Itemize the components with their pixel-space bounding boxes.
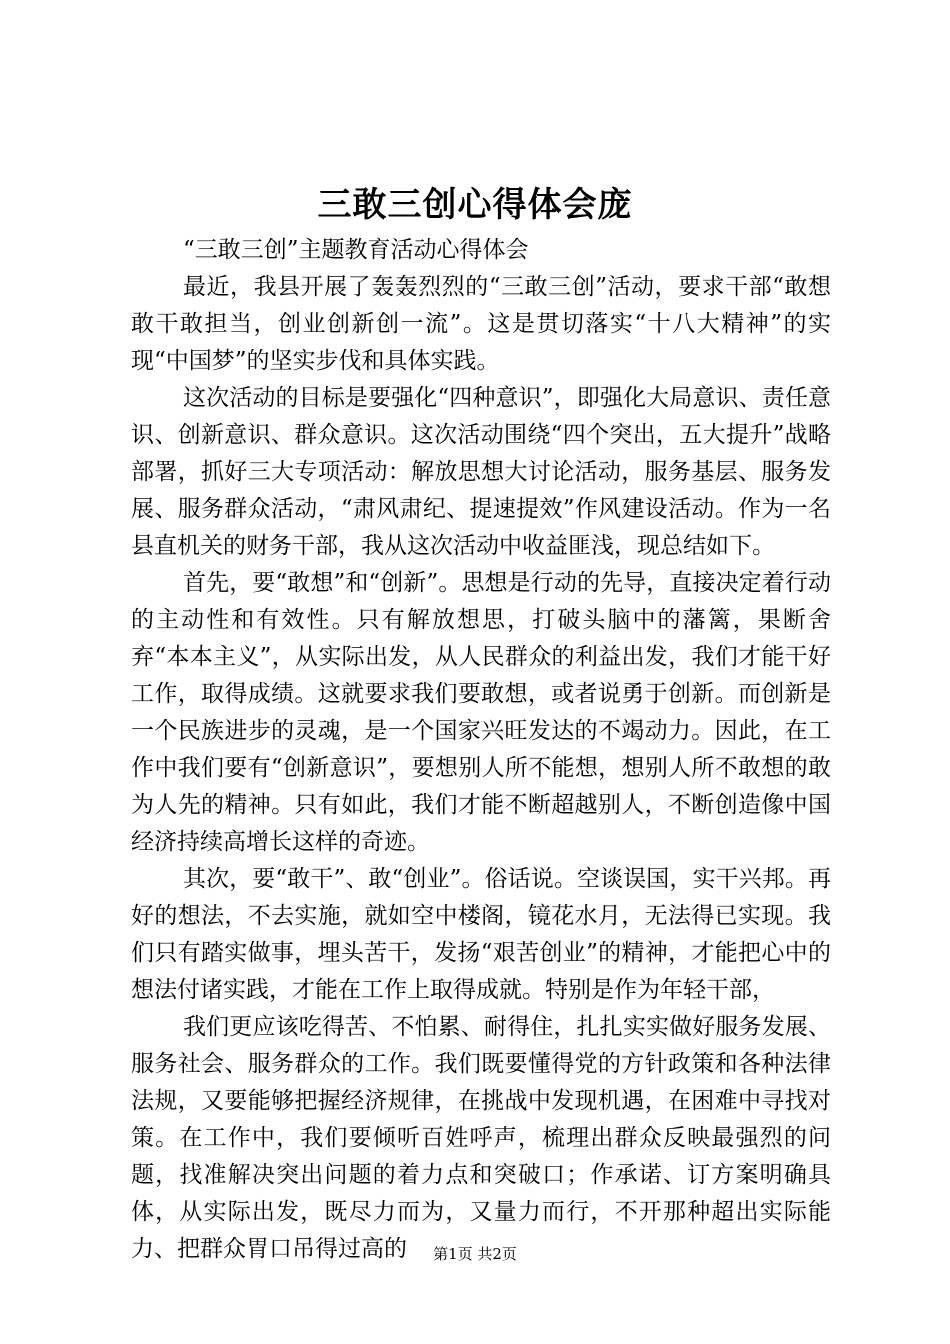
document-title: 三敢三创心得体会庞 xyxy=(317,185,633,225)
paragraph-first-point: 首先，要“敢想”和“创新”。思想是行动的先导，直接决定着行动的主动性和有效性。只有解放想思，打破头脑中的藩篱，果断舍弃“本本主义”，从实际出发，从人民群众的利益出发，我们才能干好工作，取得成绩。这就要求我们要敢想，或者说勇于创新。而创新是一个民族进步的灵魂，是一个国家兴旺发达的不竭动力。因此，在工作中我们要有“创新意识”，要想别人所不能想，想别人所不敢想的敢为人先的精神。只有如此，我们才能不断超越别人，不断创造像中国经济持续高增长这样的奇迹。 xyxy=(131,570,831,855)
document-body xyxy=(131,232,831,1268)
page-number-footer: 第1页 共2页 xyxy=(433,1245,517,1263)
paragraph-goal: 这次活动的目标是要强化“四种意识”，即强化大局意识、责任意识、创新意识、群众意识。这次活动围绕“四个突出，五大提升”战略部署，抓好三大专项活动：解放思想大讨论活动，服务基层、服务发展、服务群众活动，“肃风肃纪、提速提效”作风建设活动。作为一名县直机关的财务干部，我从这次活动中收益匪浅，现总结如下。 xyxy=(131,385,831,559)
paragraph-intro: 最近，我县开展了轰轰烈烈的“三敢三创”活动，要求干部“敢想敢干敢担当，创业创新创一流”。这是贯切落实“十八大精神”的实现“中国梦”的坚实步伐和具体实践。 xyxy=(131,274,831,374)
paragraph-second-point: 其次，要“敢干”、敢“创业”。俗话说。空谈误国，实干兴邦。再好的想法，不去实施，就如空中楼阁，镜花水月，无法得已实现。我们只有踏实做事，埋头苦干，发扬“艰苦创业”的精神，才能把心中的想法付诸实践，才能在工作上取得成就。特别是作为年轻干部， xyxy=(131,866,831,1003)
paragraph-continuation: 我们更应该吃得苦、不怕累、耐得住，扎扎实实做好服务发展、服务社会、服务群众的工作。我们既要懂得党的方针政策和各种法律法规，又要能够把握经济规律，在挑战中发现机遇，在困难中寻找对策。在工作中，我们要倾听百姓呼声，梳理出群众反映最强烈的问题，找准解决突出问题的着力点和突破口；作承诺、订方案明确具体，从实际出发，既尽力而为，又量力而行，不开那种超出实际能力、把群众胃口吊得过高的 xyxy=(131,1014,831,1262)
paragraph-subtitle: “三敢三创”主题教育活动心得体会 xyxy=(183,237,529,263)
